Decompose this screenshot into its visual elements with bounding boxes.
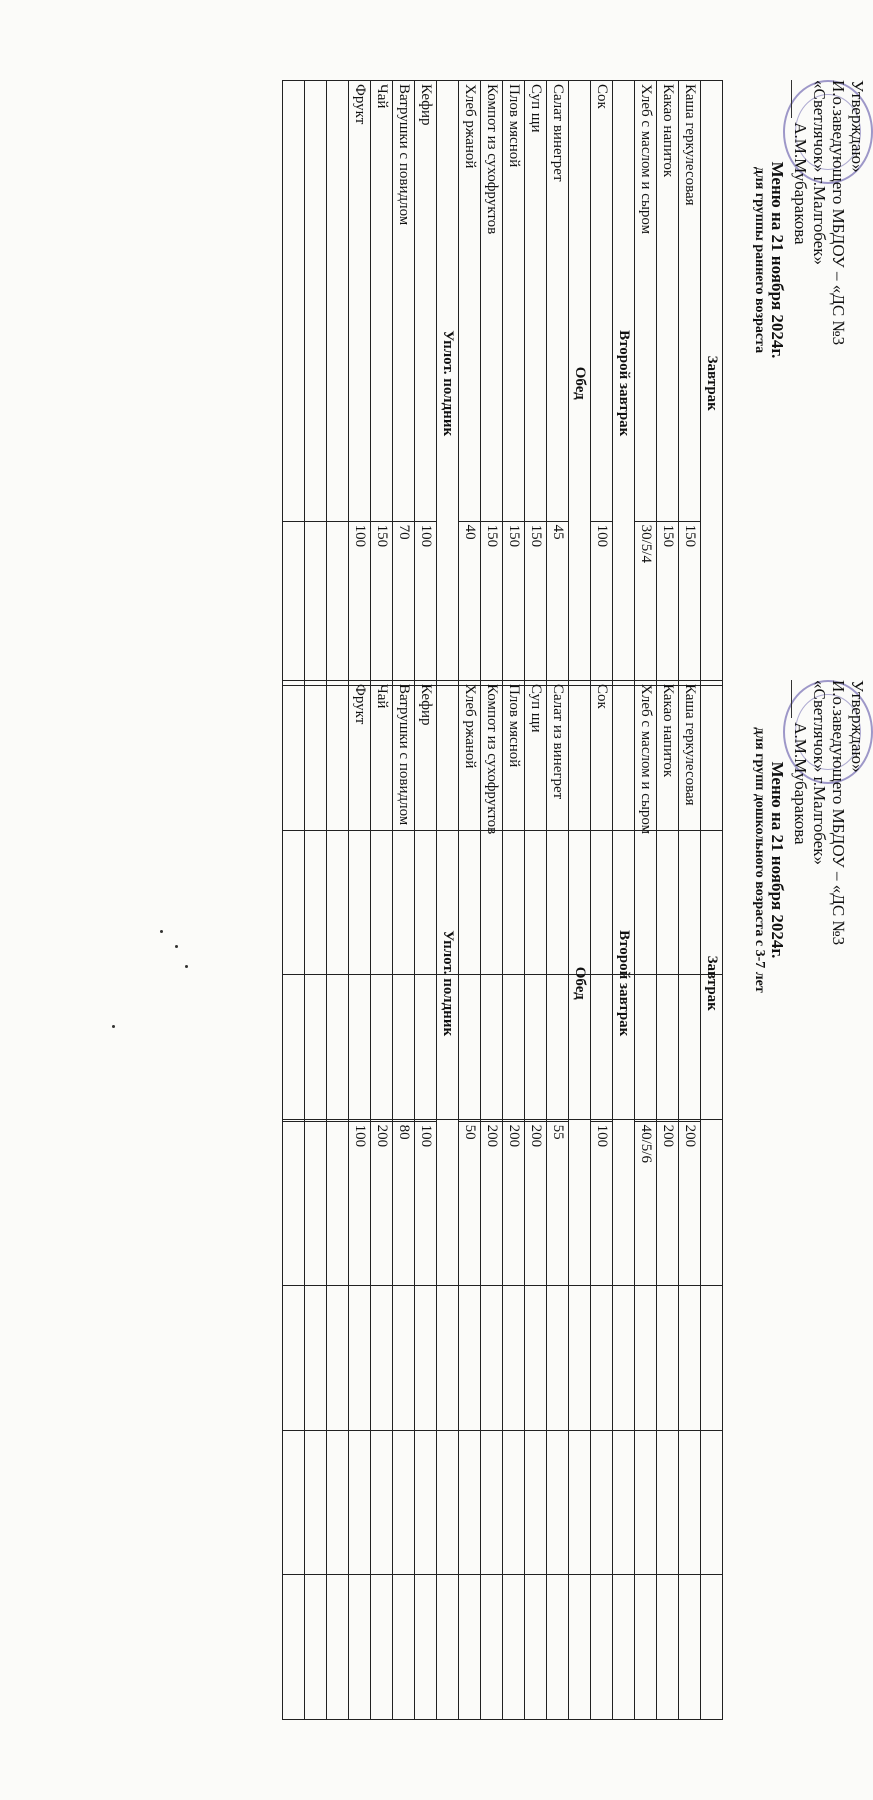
section-label: Обед — [569, 681, 591, 1286]
dish-portion: 80 — [393, 1121, 415, 1286]
scan-speck — [185, 965, 188, 968]
menu-title: Меню на 21 ноября 2024г. — [768, 761, 787, 959]
menu-subtitle: для групп дошкольного возраста с 3-7 лет — [752, 727, 767, 993]
approval-name: А.М.Мубаракова — [791, 122, 810, 245]
approval-position: И.о.заведующего МБДОУ – «ДС №3 — [829, 680, 848, 946]
dish-name: Салат винегрет — [547, 81, 569, 522]
menu-title-block — [751, 0, 787, 520]
dish-portion: 200 — [481, 1121, 503, 1286]
table-row — [657, 681, 679, 1720]
dish-name: Салат из винегрет — [547, 681, 569, 1122]
dish-portion: 100 — [349, 521, 371, 686]
dish-portion: 150 — [503, 521, 525, 686]
dish-portion: 200 — [371, 1121, 393, 1286]
dish-name: Ватрушки с повидлом — [393, 81, 415, 522]
dish-name: Компот из сухофруктов — [481, 81, 503, 522]
table-row — [635, 681, 657, 1720]
dish-portion: 150 — [657, 521, 679, 686]
dish-name: Суп щи — [525, 81, 547, 522]
dish-portion: 45 — [547, 521, 569, 686]
approval-organization: «Светлячок» г.Малгобек» — [810, 680, 829, 866]
table-row — [679, 681, 701, 1720]
dish-name: Какао напиток — [657, 681, 679, 1122]
dish-portion: 150 — [679, 521, 701, 686]
dish-name: Хлеб ржаной — [459, 681, 481, 1122]
dish-portion: 30/5/4 — [635, 521, 657, 686]
approval-organization: «Светлячок» г.Малгобек» — [810, 80, 829, 266]
table-row — [591, 681, 613, 1720]
dish-portion: 150 — [525, 521, 547, 686]
section-label: Завтрак — [701, 81, 723, 686]
section-row — [701, 681, 723, 1720]
empty-row — [283, 681, 305, 1720]
dish-name: Какао напиток — [657, 81, 679, 522]
dish-portion: 100 — [349, 1121, 371, 1286]
scan-speck — [160, 930, 163, 933]
dish-name: Плов мясной — [503, 81, 525, 522]
dish-portion: 100 — [591, 521, 613, 686]
dish-portion: 50 — [459, 1121, 481, 1286]
approval-name: А.М.Мубаракова — [791, 722, 810, 845]
dish-name: Каша геркулесовая — [679, 81, 701, 522]
dish-name: Ватрушки с повидлом — [393, 681, 415, 1122]
dish-portion: 100 — [415, 521, 437, 686]
menu-sheet-preschool — [352, 600, 873, 1800]
dish-name: Чай — [371, 681, 393, 1122]
dish-portion: 150 — [481, 521, 503, 686]
dish-name: Компот из сухофруктов — [481, 681, 503, 1122]
dish-name: Суп щи — [525, 681, 547, 1122]
dish-portion: 200 — [525, 1121, 547, 1286]
section-row — [437, 681, 459, 1720]
dish-name: Чай — [371, 81, 393, 522]
table-row — [547, 681, 569, 1720]
table-row — [481, 681, 503, 1720]
table-row — [525, 681, 547, 1720]
approval-position: И.о.заведующего МБДОУ – «ДС №3 — [829, 80, 848, 346]
section-label: Второй завтрак — [613, 81, 635, 686]
empty-row — [305, 681, 327, 1720]
section-label: Завтрак — [701, 681, 723, 1286]
table-row — [371, 681, 393, 1720]
dish-portion: 70 — [393, 521, 415, 686]
dish-name: Сок — [591, 681, 613, 1122]
table-row — [503, 681, 525, 1720]
dish-portion: 200 — [657, 1121, 679, 1286]
dish-name: Плов мясной — [503, 681, 525, 1122]
section-label: Обед — [569, 81, 591, 686]
menu-title: Меню на 21 ноября 2024г. — [768, 161, 787, 359]
approval-heading: Утверждаю» — [848, 80, 867, 173]
dish-name: Фрукт — [349, 681, 371, 1122]
signature — [791, 80, 806, 118]
dish-portion: 55 — [547, 1121, 569, 1286]
dish-name: Кефир — [415, 681, 437, 1122]
approval-block — [791, 680, 867, 945]
scan-speck — [112, 1025, 115, 1028]
signature — [791, 680, 806, 718]
section-row — [569, 681, 591, 1720]
empty-row — [327, 681, 349, 1720]
dish-portion: 200 — [679, 1121, 701, 1286]
dish-name: Фрукт — [349, 81, 371, 522]
approval-block — [791, 80, 867, 345]
dish-name: Сок — [591, 81, 613, 522]
section-row — [613, 681, 635, 1720]
table-row — [459, 681, 481, 1720]
dish-name: Хлеб с маслом и сыром — [635, 81, 657, 522]
dish-portion: 100 — [415, 1121, 437, 1286]
menu-title-block — [751, 600, 787, 1120]
section-label: Уплот. полдник — [437, 681, 459, 1286]
approval-heading: Утверждаю» — [848, 680, 867, 773]
table-row — [415, 681, 437, 1720]
section-label: Уплот. полдник — [437, 81, 459, 686]
dish-portion: 40 — [459, 521, 481, 686]
dish-portion: 40/5/6 — [635, 1121, 657, 1286]
dish-name: Кефир — [415, 81, 437, 522]
dish-name: Хлеб с маслом и сыром — [635, 681, 657, 1122]
table-row — [349, 681, 371, 1720]
menu-table — [282, 680, 723, 1720]
scan-speck — [175, 945, 178, 948]
section-label: Второй завтрак — [613, 681, 635, 1286]
dish-name: Хлеб ржаной — [459, 81, 481, 522]
menu-subtitle: для группы раннего возраста — [752, 166, 767, 354]
dish-portion: 100 — [591, 1121, 613, 1286]
dish-portion: 150 — [371, 521, 393, 686]
dish-name: Каша геркулесовая — [679, 681, 701, 1122]
table-row — [393, 681, 415, 1720]
dish-portion: 200 — [503, 1121, 525, 1286]
